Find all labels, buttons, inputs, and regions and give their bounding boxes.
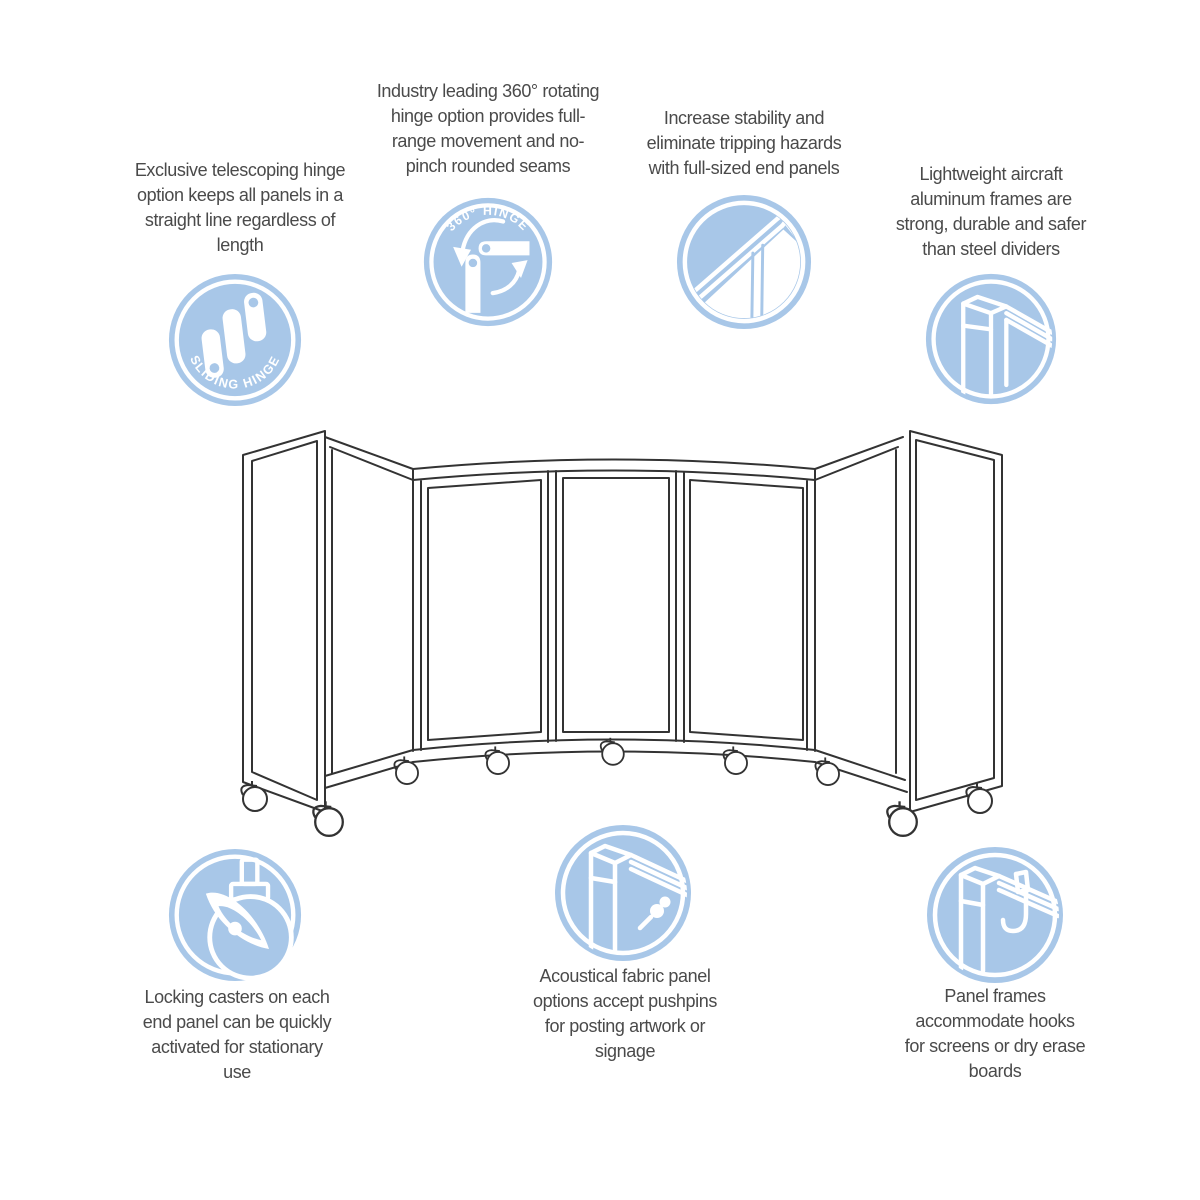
feature-text-line: length: [216, 235, 264, 255]
feature-text-line: Acoustical fabric panel: [539, 966, 711, 986]
feature-text-line: hinge option provides full-: [390, 106, 586, 126]
feature-text-line: Panel frames: [944, 986, 1046, 1006]
feature-text-line: activated for stationary: [151, 1037, 323, 1057]
feature-text-line: for posting artwork or: [544, 1016, 706, 1036]
feature-text-line: eliminate tripping hazards: [646, 133, 842, 153]
feature-text-line: aluminum frames are: [910, 189, 1072, 209]
feature-text-line: with full-sized end panels: [648, 158, 840, 178]
feature-text-line: straight line regardless of: [144, 210, 336, 230]
feature-text-line: strong, durable and safer: [895, 214, 1087, 234]
feature-text-line: pinch rounded seams: [405, 156, 571, 176]
feature-text-line: Locking casters on each: [144, 987, 330, 1007]
feature-text-line: accommodate hooks: [915, 1011, 1075, 1031]
feature-text-line: signage: [594, 1041, 656, 1061]
feature-text-line: option keeps all panels in a: [137, 185, 343, 205]
feature-text-line: Industry leading 360° rotating: [376, 81, 600, 101]
feature-text-line: end panel can be quickly: [142, 1012, 332, 1032]
casters: [241, 738, 992, 836]
feature-text-line: Exclusive telescoping hinge: [134, 160, 346, 180]
feature-text-line: range movement and no-: [391, 131, 585, 151]
feature-text-line: use: [223, 1062, 251, 1082]
feature-text-line: options accept pushpins: [533, 991, 717, 1011]
feature-text-line: Increase stability and: [663, 108, 825, 128]
feature-text-line: boards: [968, 1061, 1022, 1081]
360-hinge-label: 360° HINGE: [443, 203, 533, 234]
feature-text-line: for screens or dry erase: [904, 1036, 1086, 1056]
sliding-hinge-label: SLIDING HINGE: [187, 353, 283, 392]
feature-text-line: Lightweight aircraft: [919, 164, 1063, 184]
feature-text-line: than steel dividers: [922, 239, 1060, 259]
